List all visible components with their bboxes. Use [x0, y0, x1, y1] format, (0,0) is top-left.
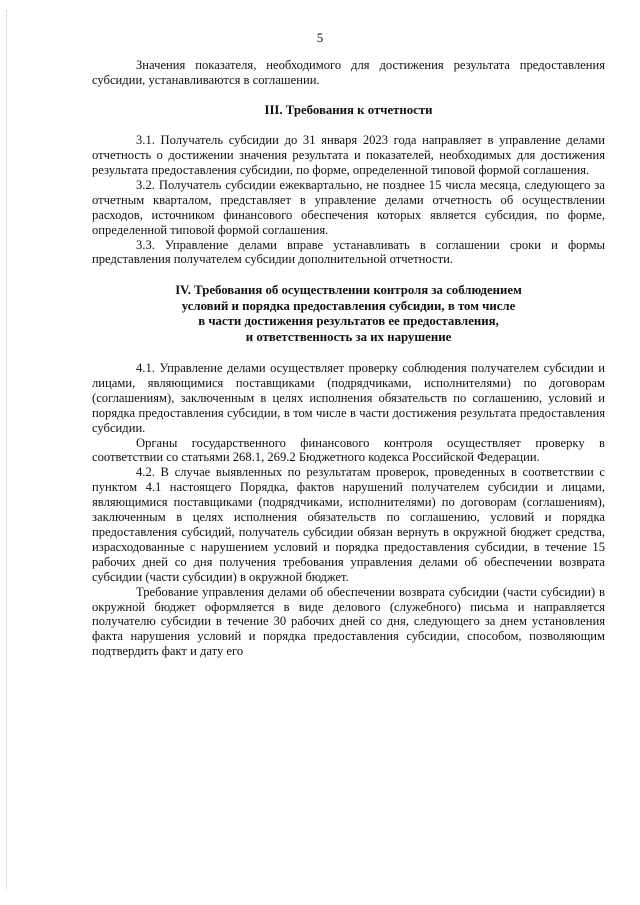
- paragraph-4-2: 4.2. В случае выявленных по результатам проверок, проведенных в соответствии с пунктом 4.1 настоящего Порядка, фактов нарушений получателем субсидии и лицами, являющимися поставщиками (подрядчиками, исполнителями) по договорам (соглашениям), заключенным в целях исполнения обязательств по соглашению, условий и порядка предоставления субсидий, получатель субсидии обязан вернуть в окружной бюджет средства, израсходованные с нарушением условий и порядка предоставления субсидии, в течение 15 рабочих дней со дня получения требования управления делами об обеспечении возврата субсидии (части субсидии) в окружной бюджет.: [92, 465, 605, 584]
- document-body: [92, 58, 605, 659]
- paragraph-3-3: 3.3. Управление делами вправе устанавливать в соглашении сроки и формы представления получателем субсидии дополнительной отчетности.: [92, 237, 605, 267]
- paragraph-3-1: 3.1. Получатель субсидии до 31 января 2023 года направляет в управление делами отчетность о достижении значения результата и показателей, необходимых для достижения результата предоставления субсидии, по форме, определенной типовой формой соглашения.: [92, 133, 605, 178]
- paragraph-3-2: 3.2. Получатель субсидии ежеквартально, не позднее 15 числа месяца, следующего за отчетным кварталом, представляет в управление делами отчетность об осуществлении расходов, источником финансового обеспечения которых является субсидия, по форме, определенной типовой формой соглашения.: [92, 177, 605, 237]
- section-heading-iv-line-4: и ответственность за их нарушение: [245, 329, 452, 344]
- paragraph-refund-requirement: Требование управления делами об обеспечении возврата субсидии (части субсидии) в окружной бюджет оформляется в виде делового (служебного) письма и направляется получателю субсидии в течение 30 рабочих дней со дня, следующего за днем установления факта нарушения условий и порядка предоставления субсидии, способом, позволяющим подтвердить факт и дату его: [92, 584, 605, 659]
- section-heading-iv-line-1: IV. Требования об осуществлении контроля за соблюдением: [175, 283, 522, 298]
- page-number: 5: [316, 30, 324, 45]
- section-heading-iv: [92, 283, 605, 345]
- binding-margin-dots: [6, 10, 8, 890]
- paragraph-financial-control: Органы государственного финансового контроля осуществляет проверку в соответствии со статьями 268.1, 269.2 Бюджетного кодекса Российской Федерации.: [92, 435, 605, 465]
- section-heading-iv-line-2: условий и порядка предоставления субсидии, в том числе: [181, 298, 516, 313]
- paragraph-indicator-values: Значения показателя, необходимого для достижения результата предоставления субсидии, устанавливаются в соглашении.: [92, 58, 605, 87]
- paragraph-4-1: 4.1. Управление делами осуществляет проверку соблюдения получателем субсидии и лицами, являющимися поставщиками (подрядчиками, исполнителями) по договорам (соглашениям), заключенным в целях исполнения обязательств по соглашению, условий и порядка предоставления субсидии, в том числе в части достижения результата предоставления субсидии.: [92, 361, 605, 435]
- section-heading-iii: III. Требования к отчетности: [264, 102, 433, 117]
- section-heading-iv-line-3: в части достижения результатов ее предоставления,: [198, 314, 499, 329]
